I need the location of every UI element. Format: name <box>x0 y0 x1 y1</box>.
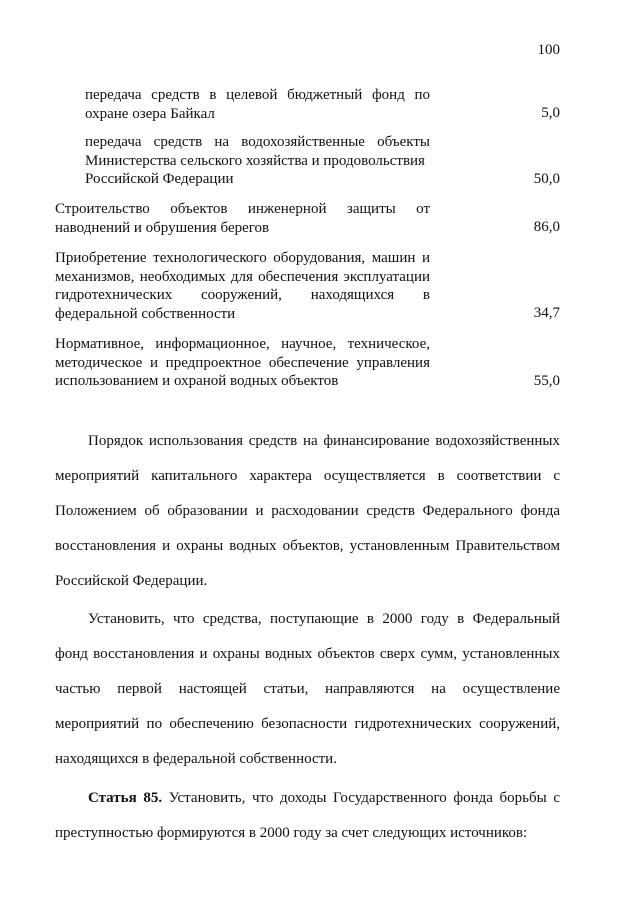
list-item <box>85 133 430 189</box>
list-item <box>55 200 430 237</box>
paragraph-line: находящихся в федеральной собственности. <box>55 751 337 767</box>
paragraph <box>55 610 560 785</box>
item-line: Нормативное, информационное, научное, техническое, <box>55 336 430 352</box>
page-number: 100 <box>537 42 560 58</box>
item-line: охране озера Байкал <box>85 105 215 122</box>
item-line: передача средств в целевой бюджетный фонд по <box>85 87 430 103</box>
item-line: Министерства сельского хозяйства и продовольствия <box>85 152 425 169</box>
article-heading: Статья 85. <box>88 790 163 806</box>
paragraph-line <box>55 789 560 824</box>
paragraph <box>55 432 560 607</box>
item-value: 5,0 <box>541 105 560 121</box>
item-value: 34,7 <box>533 305 560 321</box>
item-line: механизмов, необходимых для обеспечения эксплуатации <box>55 268 430 285</box>
item-line: наводнений и обрушения берегов <box>55 219 270 236</box>
paragraph-line: мероприятий по обеспечению безопасности гидротехнических сооружений, <box>55 716 560 732</box>
list-item <box>55 249 430 323</box>
paragraph-line: частью первой настоящей статьи, направляются на осуществление <box>55 681 560 697</box>
paragraph-line: восстановления и охраны водных объектов, установленным Правительством <box>55 538 560 554</box>
paragraph-line: Установить, что средства, поступающие в 2000 году в Федеральный <box>88 611 560 627</box>
paragraph-line: Положением об образовании и расходовании средств Федерального фонда <box>55 503 560 519</box>
paragraph-line: фонд восстановления и охраны водных объектов сверх сумм, установленных <box>55 646 560 662</box>
item-line: Российской Федерации <box>85 171 234 187</box>
list-item <box>55 335 430 391</box>
item-line: федеральной собственности <box>55 305 236 322</box>
list-item <box>85 86 430 123</box>
item-line: методическое и предпроектное обеспечение управления <box>55 354 430 371</box>
item-line: передача средств на водохозяйственные объекты <box>85 134 430 150</box>
paragraph-line: Российской Федерации. <box>55 573 208 589</box>
item-line: Приобретение технологического оборудования, машин и <box>55 250 430 266</box>
paragraph-line: преступностью формируются в 2000 году за счет следующих источников: <box>55 825 528 841</box>
paragraph <box>55 789 560 859</box>
item-line: использованием и охраной водных объектов <box>55 373 339 389</box>
item-line: Строительство объектов инженерной защиты от <box>55 201 430 217</box>
item-value: 55,0 <box>533 373 560 389</box>
paragraph-line: мероприятий капитального характера осуществляется в соответствии с <box>55 468 560 484</box>
item-value: 50,0 <box>533 171 560 187</box>
article-text: Установить, что доходы Государственного фонда борьбы с <box>168 790 560 806</box>
item-value: 86,0 <box>533 219 560 235</box>
paragraph-line: Порядок использования средств на финансирование водохозяйственных <box>88 433 560 449</box>
item-line: гидротехнических сооружений, находящихся в <box>55 287 430 303</box>
